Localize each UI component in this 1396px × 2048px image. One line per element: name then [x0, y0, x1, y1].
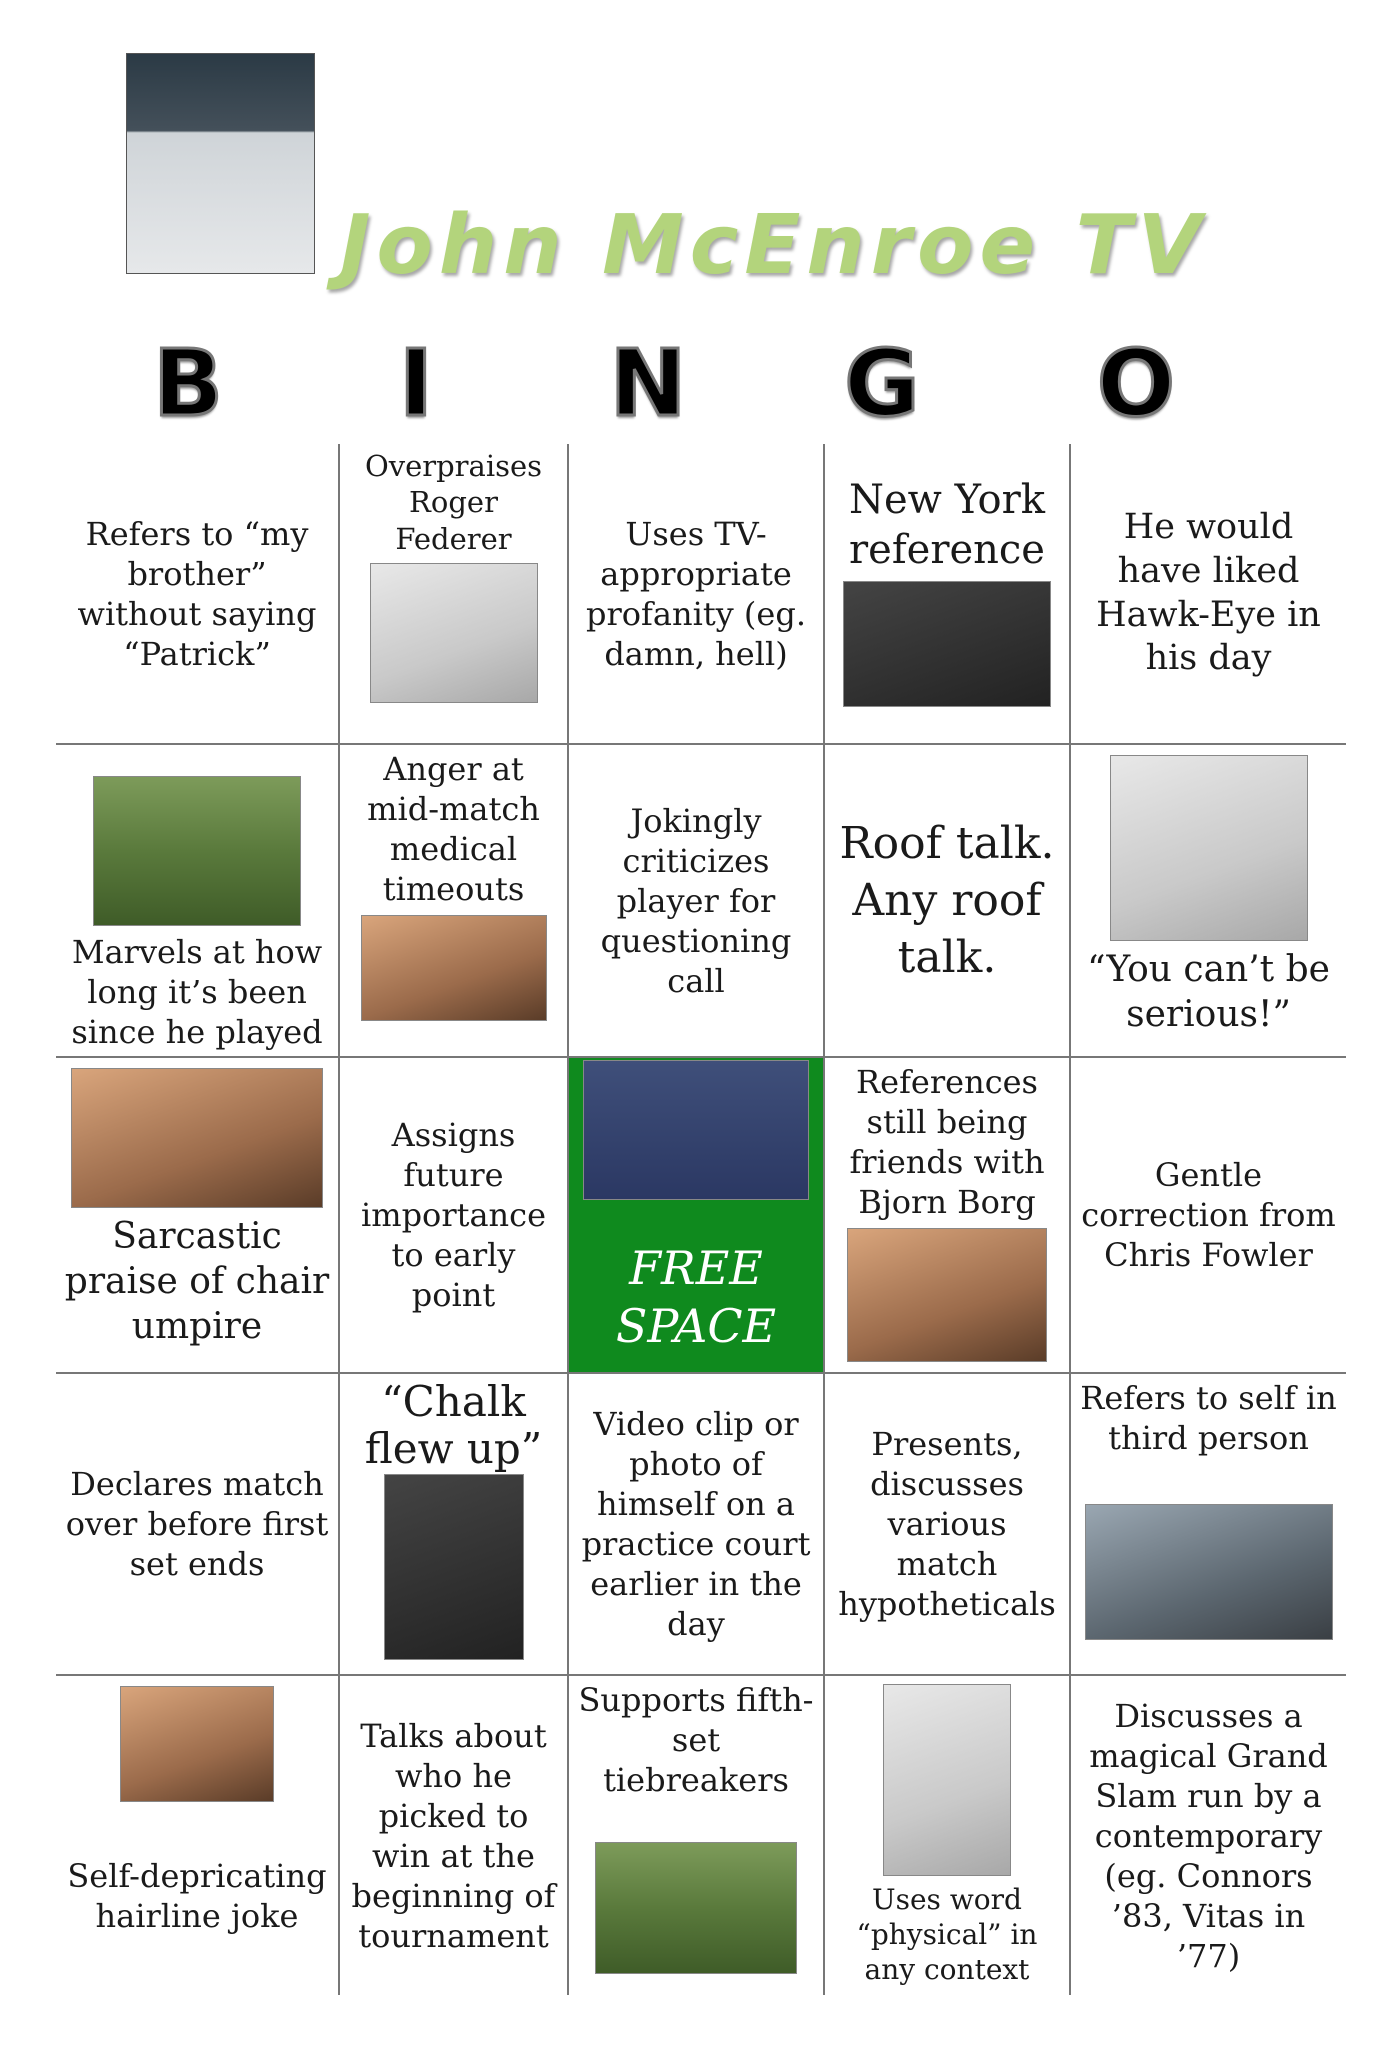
- new-york-photo: [843, 581, 1051, 707]
- bingo-header: [56, 330, 1346, 440]
- cell-text: He would have liked Hawk-Eye in his day: [1096, 507, 1321, 679]
- cell-text: Video clip or photo of himself on a practice court earlier in the day: [581, 1405, 811, 1643]
- bingo-cell[interactable]: [339, 1675, 568, 1995]
- bingo-row: [56, 1057, 1346, 1373]
- injured-player-photo: [361, 915, 547, 1021]
- cell-text: New York reference: [849, 476, 1045, 573]
- cell-text: Assigns future importance to early point: [360, 1116, 547, 1314]
- bingo-cell[interactable]: [824, 444, 1070, 744]
- bingo-row: [56, 744, 1346, 1057]
- bingo-letter-i: I: [398, 330, 434, 437]
- cell-text: “Chalk flew up”: [364, 1377, 543, 1474]
- older-mcenroe-photo: [120, 1686, 274, 1802]
- mcenroe-commentator-photo: [126, 53, 315, 274]
- cell-text: Gentle correction from Chris Fowler: [1081, 1156, 1336, 1274]
- serena-williams-photo: [71, 1068, 323, 1208]
- bingo-cell[interactable]: [1070, 1057, 1346, 1373]
- bingo-cell[interactable]: [339, 1373, 568, 1675]
- cell-text: Sarcastic praise of chair umpire: [64, 1216, 330, 1347]
- bingo-cell[interactable]: [568, 1373, 824, 1675]
- cell-text: Talks about who he picked to win at the beginning of tournament: [351, 1716, 556, 1955]
- bingo-cell[interactable]: [339, 444, 568, 744]
- seinfeld-scene-photo: [1085, 1504, 1333, 1640]
- cell-text: Supports fifth-set tiebreakers: [578, 1681, 814, 1799]
- cell-text: Presents, discusses various match hypotheticals: [838, 1425, 1056, 1623]
- bingo-cell[interactable]: [1070, 1373, 1346, 1675]
- bingo-cell[interactable]: [339, 744, 568, 1057]
- cell-text: Roof talk. Any roof talk.: [839, 817, 1055, 984]
- lebron-chalk-photo: [384, 1474, 524, 1660]
- bingo-cell[interactable]: [824, 1057, 1070, 1373]
- cell-text: Discusses a magical Grand Slam run by a contemporary (eg. Connors ’83, Vitas in ’77): [1089, 1696, 1328, 1975]
- cell-text: Anger at mid-match medical timeouts: [367, 750, 540, 908]
- cell-text: Uses TV-appropriate profanity (eg. damn, hell): [586, 514, 806, 673]
- bingo-row: [56, 1373, 1346, 1675]
- bingo-cell[interactable]: [56, 1675, 339, 1995]
- bingo-cell[interactable]: [56, 444, 339, 744]
- bingo-cell[interactable]: [1070, 1675, 1346, 1995]
- bingo-cell[interactable]: [568, 744, 824, 1057]
- bingo-cell[interactable]: [56, 744, 339, 1057]
- free-space-cell[interactable]: [568, 1057, 824, 1373]
- cell-text: Overpraises Roger Federer: [364, 449, 543, 556]
- bingo-letter-o: O: [1096, 330, 1176, 437]
- bingo-cell[interactable]: [1070, 444, 1346, 744]
- bingo-row: [56, 1675, 1346, 1995]
- bingo-letter-n: N: [609, 330, 687, 437]
- bingo-cell[interactable]: [568, 444, 824, 744]
- cell-text: Marvels at how long it’s been since he played: [71, 933, 323, 1051]
- federer-photo: [370, 563, 538, 703]
- bingo-cell[interactable]: [824, 1373, 1070, 1675]
- bingo-grid: [56, 444, 1346, 1995]
- cell-text: References still being friends with Bjorn Borg: [849, 1063, 1045, 1221]
- cell-text: Refers to “my brother” without saying “Patrick”: [77, 514, 317, 673]
- bingo-cell[interactable]: [339, 1057, 568, 1373]
- free-space-label: FREE SPACE: [615, 1241, 777, 1353]
- cell-text: Uses word “physical” in any context: [856, 1883, 1038, 1986]
- young-mcenroe-photo: [1110, 755, 1308, 941]
- bingo-cell[interactable]: [56, 1057, 339, 1373]
- mcenroe-celebrating-photo: [583, 1060, 809, 1200]
- bingo-letter-g: G: [844, 330, 920, 437]
- scoreboard-photo: [595, 1842, 797, 1974]
- bingo-cell[interactable]: [56, 1373, 339, 1675]
- bingo-letter-b: B: [152, 330, 224, 437]
- bingo-cell[interactable]: [568, 1675, 824, 1995]
- cell-text: “You can’t be serious!”: [1087, 949, 1330, 1035]
- cell-text: Jokingly criticizes player for questioning call: [600, 801, 792, 1000]
- bingo-cell[interactable]: [824, 744, 1070, 1057]
- cell-text: Declares match over before first set ends: [65, 1465, 329, 1583]
- bingo-cell[interactable]: [1070, 744, 1346, 1057]
- cell-text: Self-depricating hairline joke: [67, 1857, 327, 1935]
- bingo-cell[interactable]: [824, 1675, 1070, 1995]
- bingo-row: [56, 444, 1346, 744]
- cell-text: Refers to self in third person: [1080, 1379, 1337, 1457]
- page-title: John McEnroe TV: [340, 198, 1208, 293]
- tennis-player-legs-photo: [93, 776, 301, 926]
- borg-mcenroe-photo: [847, 1228, 1047, 1362]
- physical-workout-photo: [883, 1684, 1011, 1876]
